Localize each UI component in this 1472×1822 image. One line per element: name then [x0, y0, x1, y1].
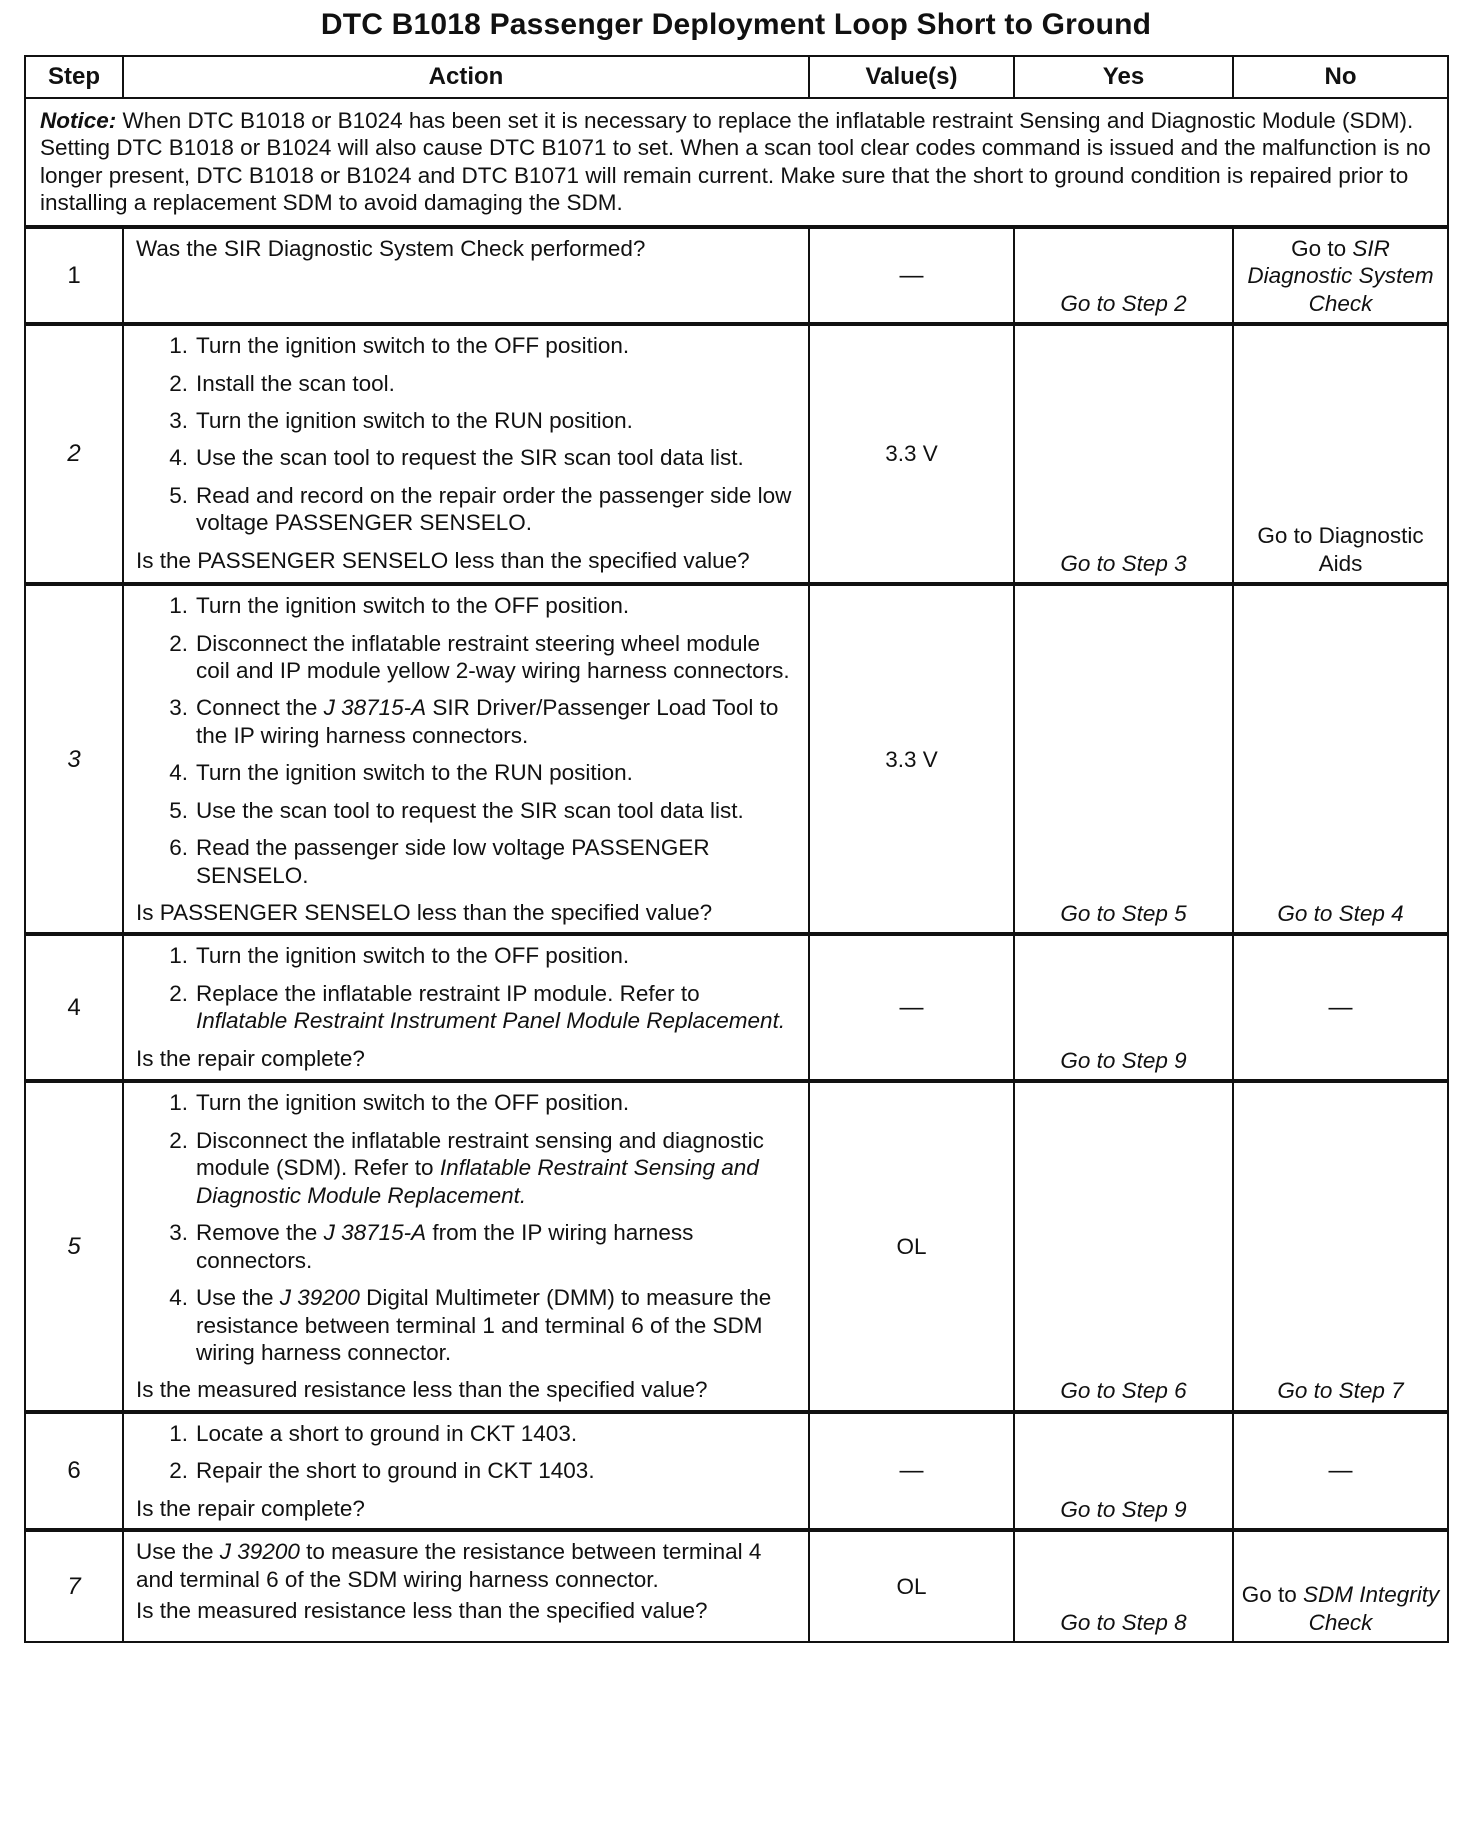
notice-cell [25, 98, 1448, 227]
action-step-text: Read the passenger side low voltage PASSENGER SENSELO. [196, 835, 710, 888]
yes-cell: Go to Step 2 [1014, 227, 1233, 324]
action-step [164, 1219, 792, 1274]
action-intro [136, 1538, 792, 1593]
action-step [164, 1089, 792, 1116]
table-row [25, 1412, 1448, 1530]
action-steps-list [136, 592, 792, 889]
action-step-number: 3. [169, 695, 188, 721]
value-cell: — [809, 227, 1014, 324]
action-step-text: from the IP wiring harness connectors. [196, 1220, 694, 1273]
action-step [164, 834, 792, 889]
action-step-text: Use the [196, 1285, 280, 1311]
page-title: DTC B1018 Passenger Deployment Loop Short to Ground [320, 8, 1152, 41]
action-step-number: 1. [169, 1420, 188, 1446]
action-step-text: Turn the ignition switch to the RUN position. [196, 407, 633, 433]
table-row [25, 1530, 1448, 1642]
no-cell: — [1233, 1412, 1448, 1530]
action-question: Is PASSENGER SENSELO less than the specified value? [136, 900, 713, 925]
value-cell: OL [809, 1530, 1014, 1642]
value-cell: — [809, 934, 1014, 1081]
action-question: Is the PASSENGER SENSELO less than the specified value? [136, 547, 750, 573]
action-step [164, 694, 792, 749]
step-number: 5 [25, 1081, 123, 1411]
action-step-text: Turn the ignition switch to the OFF position. [196, 943, 630, 969]
action-step-number: 2. [169, 1127, 188, 1153]
action-step-text: Turn the ignition switch to the RUN position. [196, 760, 633, 786]
action-step [164, 370, 792, 397]
value-cell: 3.3 V [809, 584, 1014, 934]
reference-text: Inflatable Restraint Sensing and Diagnostic Module Replacement. [196, 1155, 759, 1208]
action-step-text: Remove the [196, 1220, 324, 1246]
value-cell: OL [809, 1081, 1014, 1411]
action-cell [123, 934, 809, 1081]
action-step-text: Read and record on the repair order the passenger side low voltage PASSENGER SENSELO. [196, 482, 792, 536]
no-cell: Go to Diagnostic Aids [1233, 324, 1448, 584]
reference-text: J 39200 [279, 1285, 360, 1311]
header-action: Action [123, 56, 809, 98]
action-step-number: 4. [169, 760, 188, 786]
action-steps-list [136, 1089, 792, 1366]
action-step-text: Replace the inflatable restraint IP module. Refer to [196, 980, 700, 1006]
no-text: Go to [1241, 1582, 1303, 1608]
action-steps-list [136, 1420, 792, 1485]
action-step-number: 1. [169, 1090, 188, 1116]
action-step-text: Install the scan tool. [196, 370, 395, 396]
action-step [164, 444, 792, 471]
intro-text: to measure the resistance between terminal 4 and terminal 6 of the SDM wiring harness connector. [136, 1539, 762, 1592]
action-cell [123, 227, 809, 324]
header-row [25, 56, 1448, 98]
action-step [164, 797, 792, 824]
action-step [164, 1127, 792, 1209]
action-cell [123, 1081, 809, 1411]
action-step-text: Locate a short to ground in CKT 1403. [196, 1420, 578, 1446]
action-step-number: 3. [169, 407, 188, 433]
action-cell [123, 1412, 809, 1530]
action-step-text: Turn the ignition switch to the OFF position. [196, 593, 630, 619]
no-cell: Go to Step 4 [1233, 584, 1448, 934]
step-number: 6 [25, 1412, 123, 1530]
action-step-text: Disconnect the inflatable restraint sensing and diagnostic module (SDM). Refer to [196, 1127, 764, 1181]
reference-text: SDM Integrity Check [1303, 1582, 1440, 1635]
action-step-number: 4. [169, 1285, 188, 1311]
action-question: Is the repair complete? [136, 1495, 365, 1521]
yes-cell: Go to Step 9 [1014, 1412, 1233, 1530]
action-step [164, 332, 792, 359]
yes-cell: Go to Step 3 [1014, 324, 1233, 584]
step-number: 1 [25, 227, 123, 324]
action-step-number: 1. [169, 593, 188, 619]
action-steps-list [136, 942, 792, 1034]
action-intro: Was the SIR Diagnostic System Check performed? [136, 235, 646, 261]
action-step-number: 6. [169, 835, 188, 861]
action-steps-list [136, 332, 792, 537]
tool-reference: J 39200 [219, 1539, 300, 1565]
action-step [164, 980, 792, 1035]
action-step-number: 5. [169, 482, 188, 508]
reference-text: J 38715-A [323, 695, 427, 721]
action-step [164, 630, 792, 685]
action-step [164, 1457, 792, 1484]
value-cell: 3.3 V [809, 324, 1014, 584]
header-yes: Yes [1014, 56, 1233, 98]
action-step-number: 1. [169, 333, 188, 359]
value-cell: — [809, 1412, 1014, 1530]
table-row [25, 1081, 1448, 1411]
no-text: Go to [1291, 235, 1353, 261]
action-step-number: 1. [169, 943, 188, 969]
action-step-text: Repair the short to ground in CKT 1403. [196, 1458, 595, 1484]
action-step-text: Use the scan tool to request the SIR scan tool data list. [196, 797, 744, 823]
action-step-number: 2. [169, 630, 188, 656]
action-step-number: 2. [169, 1458, 188, 1484]
table-row [25, 227, 1448, 324]
action-step-number: 2. [169, 370, 188, 396]
action-step [164, 942, 792, 969]
action-cell [123, 1530, 809, 1642]
table-row [25, 584, 1448, 934]
table-row [25, 324, 1448, 584]
action-step [164, 482, 792, 537]
action-question: Is the repair complete? [136, 1045, 365, 1071]
action-step [164, 759, 792, 786]
action-step-number: 3. [169, 1220, 188, 1246]
action-step [164, 1284, 792, 1366]
action-step-text: SIR Driver/Passenger Load Tool to the IP wiring harness connectors. [196, 695, 779, 748]
header-step: Step [25, 56, 123, 98]
step-number: 3 [25, 584, 123, 934]
action-step [164, 407, 792, 434]
yes-cell: Go to Step 8 [1014, 1530, 1233, 1642]
step-number: 7 [25, 1530, 123, 1642]
action-step [164, 1420, 792, 1447]
action-step-number: 5. [169, 797, 188, 823]
no-cell: Go to Step 7 [1233, 1081, 1448, 1411]
action-step-number: 2. [169, 980, 188, 1006]
diagnostic-table [24, 55, 1449, 1643]
action-step-text: Turn the ignition switch to the OFF position. [196, 333, 630, 359]
action-step-text: Connect the [196, 695, 324, 721]
action-question: Is the measured resistance less than the specified value? [136, 1377, 708, 1403]
reference-text: SIR Diagnostic System Check [1247, 235, 1434, 316]
action-cell [123, 324, 809, 584]
header-values: Value(s) [809, 56, 1014, 98]
yes-cell: Go to Step 5 [1014, 584, 1233, 934]
reference-text: Inflatable Restraint Instrument Panel Module Replacement. [196, 1008, 786, 1034]
notice-label: Notice: [40, 108, 117, 133]
action-step [164, 592, 792, 619]
header-no: No [1233, 56, 1448, 98]
no-cell: — [1233, 934, 1448, 1081]
table-row [25, 934, 1448, 1081]
notice-row [25, 98, 1448, 227]
action-question: Is the measured resistance less than the specified value? [136, 1598, 708, 1623]
step-number: 4 [25, 934, 123, 1081]
yes-cell: Go to Step 9 [1014, 934, 1233, 1081]
action-step-text: Use the scan tool to request the SIR scan tool data list. [196, 445, 744, 471]
notice-text: When DTC B1018 or B1024 has been set it is necessary to replace the inflatable restraint Sensing and Diagnostic Module (SDM). Setting DTC B1018 or B1024 will also cause DTC B1071 to set. When a scan tool clear codes command is issued and the malfunction is no longer present, DTC B1018 or B1024 and DTC B1071 will remain current. Make sure that the short to ground condition is repaired prior to installing a replacement SDM to avoid damaging the SDM. [40, 108, 1431, 216]
action-step-text: Turn the ignition switch to the OFF position. [196, 1090, 630, 1116]
action-step-text: Digital Multimeter (DMM) to measure the resistance between terminal 1 and terminal 6 of the SDM wiring harness connector. [196, 1285, 772, 1365]
intro-text: Use the [136, 1539, 220, 1565]
action-step-number: 4. [169, 445, 188, 471]
reference-text: J 38715-A [323, 1220, 427, 1246]
yes-cell: Go to Step 6 [1014, 1081, 1233, 1411]
no-cell [1233, 227, 1448, 324]
action-cell [123, 584, 809, 934]
no-cell [1233, 1530, 1448, 1642]
step-number: 2 [25, 324, 123, 584]
action-step-text: Disconnect the inflatable restraint steering wheel module coil and IP module yellow 2-way wiring harness connectors. [196, 630, 790, 683]
